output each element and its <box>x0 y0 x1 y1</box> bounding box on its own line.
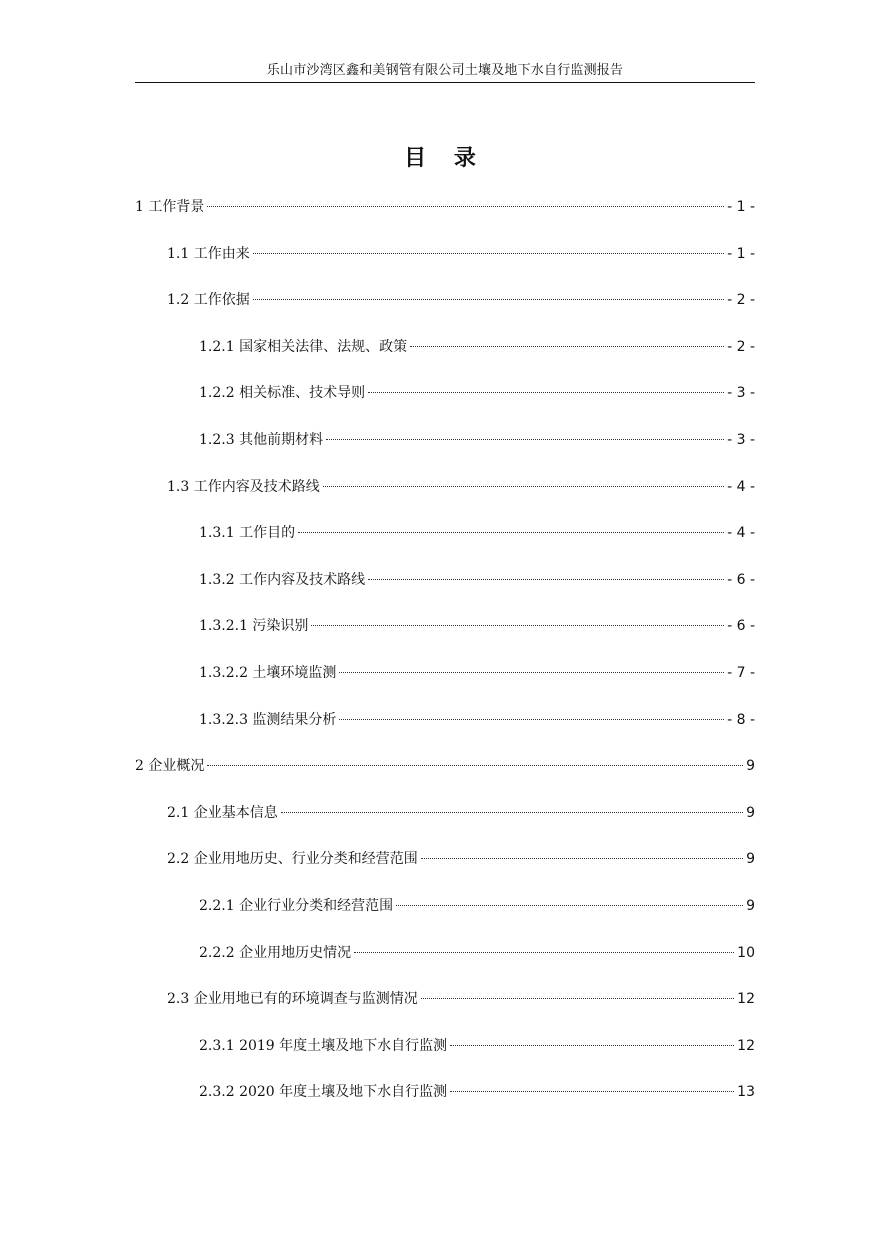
dot-leader <box>298 532 724 533</box>
toc-entry[interactable] <box>135 520 755 567</box>
toc-entry[interactable] <box>135 940 755 987</box>
toc-entry-page: 9 <box>746 804 755 821</box>
toc-entry-label: 2.3 企业用地已有的环境调查与监测情况 <box>167 991 418 1008</box>
toc-entry-label: 1 工作背景 <box>135 199 205 215</box>
toc-entry-page: - 7 - <box>727 664 755 681</box>
dot-leader <box>410 346 724 347</box>
dot-leader <box>339 719 724 720</box>
dot-leader <box>396 905 743 906</box>
toc-entry-label: 1.2.3 其他前期材料 <box>199 431 324 448</box>
toc-title: 目 录 <box>404 146 486 171</box>
dot-leader <box>323 486 724 487</box>
toc-entry[interactable] <box>135 1033 755 1080</box>
toc-entry-page: - 3 - <box>727 385 755 402</box>
toc-entry[interactable] <box>135 380 755 427</box>
toc-entry-label: 1.2.2 相关标准、技术导则 <box>199 385 366 402</box>
toc-entry-label: 2.2.1 企业行业分类和经营范围 <box>199 897 394 914</box>
toc-entry-label: 2.3.1 2019 年度土壤及地下水自行监测 <box>199 1037 448 1054</box>
toc-entry[interactable] <box>135 893 755 940</box>
toc-entry-label: 1.3 工作内容及技术路线 <box>167 478 320 495</box>
toc-entry-page: 9 <box>746 897 755 914</box>
toc-entry-page: - 4 - <box>727 525 755 542</box>
toc-entry-page: - 2 - <box>727 338 755 355</box>
toc-entry-label: 2.2.2 企业用地历史情况 <box>199 944 352 961</box>
toc-entry-page: 9 <box>746 851 755 868</box>
toc-entry[interactable] <box>135 986 755 1033</box>
toc-entry[interactable] <box>135 707 755 754</box>
dot-leader <box>354 952 734 953</box>
running-header: 乐山市沙湾区鑫和美钢管有限公司土壤及地下水自行监测报告 <box>266 63 624 78</box>
toc-entry-page: - 1 - <box>727 199 755 215</box>
toc-entry-page: 12 <box>737 1037 755 1054</box>
dot-leader <box>368 392 724 393</box>
toc-entry-label: 1.3.2.3 监测结果分析 <box>199 711 337 728</box>
toc-entry[interactable] <box>135 613 755 660</box>
dot-leader <box>207 206 724 207</box>
toc-entry-label: 1.2.1 国家相关法律、法规、政策 <box>199 338 408 355</box>
toc-entry[interactable] <box>135 800 755 847</box>
dot-leader <box>253 253 724 254</box>
toc-entry-label: 1.2 工作依据 <box>167 292 250 309</box>
toc-entry[interactable] <box>135 194 755 241</box>
toc-entry-page: 12 <box>737 991 755 1008</box>
dot-leader <box>368 579 724 580</box>
toc-entry-page: 13 <box>737 1084 755 1101</box>
toc-entry-page: - 8 - <box>727 711 755 728</box>
dot-leader <box>339 672 724 673</box>
dot-leader <box>281 812 743 813</box>
toc-entry-label: 1.3.2 工作内容及技术路线 <box>199 571 366 588</box>
dot-leader <box>326 439 724 440</box>
toc-entry-page: 10 <box>737 944 755 961</box>
dot-leader <box>311 625 724 626</box>
toc-entry-page: - 2 - <box>727 292 755 309</box>
toc-entry-label: 1.3.2.1 污染识别 <box>199 618 309 635</box>
toc-entry[interactable] <box>135 753 755 800</box>
toc-entry[interactable] <box>135 287 755 334</box>
toc-entry-label: 1.1 工作由来 <box>167 245 250 262</box>
table-of-contents <box>135 194 755 1126</box>
dot-leader <box>450 1091 734 1092</box>
dot-leader <box>450 1045 734 1046</box>
toc-entry[interactable] <box>135 427 755 474</box>
toc-entry-page: - 3 - <box>727 431 755 448</box>
toc-entry[interactable] <box>135 474 755 521</box>
toc-entry[interactable] <box>135 846 755 893</box>
dot-leader <box>253 299 724 300</box>
toc-entry-page: 9 <box>746 758 755 775</box>
header-divider <box>135 82 755 83</box>
toc-entry[interactable] <box>135 334 755 381</box>
toc-entry-label: 2.2 企业用地历史、行业分类和经营范围 <box>167 851 418 868</box>
toc-entry-page: - 1 - <box>727 245 755 262</box>
toc-entry-label: 2 企业概况 <box>135 758 205 775</box>
toc-entry[interactable] <box>135 241 755 288</box>
toc-entry-page: - 6 - <box>727 571 755 588</box>
toc-entry[interactable] <box>135 660 755 707</box>
dot-leader <box>421 858 743 859</box>
toc-entry[interactable] <box>135 567 755 614</box>
toc-entry-label: 2.3.2 2020 年度土壤及地下水自行监测 <box>199 1084 448 1101</box>
dot-leader <box>207 765 743 766</box>
toc-entry-page: - 6 - <box>727 618 755 635</box>
toc-entry[interactable] <box>135 1079 755 1126</box>
toc-entry-label: 1.3.2.2 土壤环境监测 <box>199 664 337 681</box>
dot-leader <box>421 998 734 999</box>
toc-entry-page: - 4 - <box>727 478 755 495</box>
toc-entry-label: 2.1 企业基本信息 <box>167 804 278 821</box>
toc-entry-label: 1.3.1 工作目的 <box>199 525 296 542</box>
